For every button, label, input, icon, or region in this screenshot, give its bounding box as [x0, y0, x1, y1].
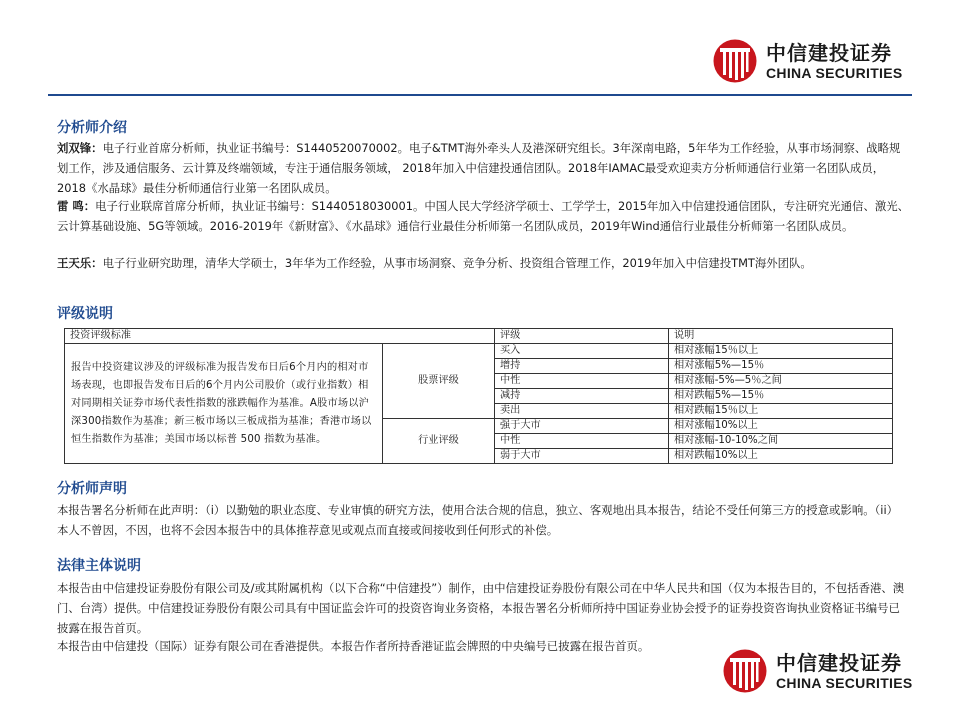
- rating-grade: 减持: [495, 389, 669, 404]
- rating-desc: 相对涨幅-5%—5％之间: [669, 374, 893, 389]
- stock-rating-label: 股票评级: [383, 344, 495, 419]
- rating-grade: 弱于大市: [495, 449, 669, 464]
- rating-grade: 中性: [495, 434, 669, 449]
- analyst-bio-1: [57, 138, 909, 198]
- rating-table: [64, 328, 893, 464]
- rating-grade: 增持: [495, 359, 669, 374]
- rating-desc: 相对涨幅15％以上: [669, 344, 893, 359]
- legal-paragraph-2: 本报告由中信建投（国际）证券有限公司在香港提供。本报告作者所持香港证监会牌照的中央编号已披露在报告首页。: [57, 639, 650, 653]
- rating-standard-description: 报告中投资建议涉及的评级标准为报告发布日后6个月内的相对市场表现，也即报告发布日后的6个月内公司股价（或行业指数）相对同期相关证券市场代表性指数的涨跌幅作为基准。A股市场以沪深300指数作为基准；新三板市场以三板成指为基准；香港市场以恒生指数作为基准；美国市场以标普 500 指数为基准。: [65, 344, 383, 464]
- industry-rating-label: 行业评级: [383, 419, 495, 464]
- rating-desc: 相对涨幅5%—15％: [669, 359, 893, 374]
- rating-desc: 相对跌幅10%以上: [669, 449, 893, 464]
- rating-desc: 相对涨幅10%以上: [669, 419, 893, 434]
- company-logo-footer: [722, 648, 913, 694]
- logo-emblem-icon: [712, 38, 758, 84]
- logo-cn-text: 中信建投证券: [776, 650, 902, 675]
- analyst-name-3: 王天乐：: [57, 256, 103, 270]
- rating-grade: 强于大市: [495, 419, 669, 434]
- analyst-text-3: 电子行业研究助理，清华大学硕士，3年华为工作经验，从事市场洞察、竞争分析、投资组合管理工作，2019年加入中信建投TMT海外团队。: [102, 256, 812, 270]
- analyst-bio-2: [57, 196, 909, 236]
- analyst-text-2: 电子行业联席首席分析师，执业证书编号：S1440518030001。中国人民大学经济学硕士、工学学士，2015年加入中信建投通信团队，专注研究光通信、激光、云计算基础设施、5G等领域。2016-2019年《新财富》、《水晶球》通信行业最佳分析师第一名团队成员，2019年Wind通信行业最佳分析师第一名团队成员。: [57, 199, 910, 233]
- logo-en-text: CHINA SECURITIES: [776, 674, 913, 691]
- rating-grade: 中性: [495, 374, 669, 389]
- analysts-title: 分析师介绍: [57, 120, 127, 136]
- rating-grade: 买入: [495, 344, 669, 359]
- rating-grade: 卖出: [495, 404, 669, 419]
- rating-header-standard: 投资评级标准: [65, 329, 495, 344]
- rating-header-row: [65, 329, 893, 344]
- analyst-name-1: 刘双锋：: [57, 141, 103, 155]
- rating-header-desc: 说明: [669, 329, 893, 344]
- analyst-bio-3: [57, 253, 909, 273]
- logo-cn-text: 中信建投证券: [766, 40, 892, 65]
- rating-header-grade: 评级: [495, 329, 669, 344]
- table-row: [65, 344, 893, 359]
- legal-title: 法律主体说明: [57, 558, 141, 574]
- rating-desc: 相对跌幅15％以上: [669, 404, 893, 419]
- analyst-text-1: 电子行业首席分析师，执业证书编号：S1440520070002。电子&TMT海外牵头人及港深研究组长。3年深南电路，5年华为工作经验，从事市场洞察、战略规划工作，涉及通信服务、云计算及终端领域，专注于通信服务领域， 2018年加入中信建投通信团队。2018年IAMAC最受欢迎卖方分析师通信行业第一名团队成员，2018《水晶球》最佳分析师通信行业第一名团队成员。: [57, 141, 901, 195]
- analyst-name-2: 雷 鸣：: [57, 199, 96, 213]
- logo-emblem-icon: [722, 648, 768, 694]
- rating-title: 评级说明: [57, 306, 113, 322]
- rating-desc: 相对跌幅5%—15％: [669, 389, 893, 404]
- statement-title: 分析师声明: [57, 481, 127, 497]
- legal-paragraph-1: 本报告由中信建投证券股份有限公司及/或其附属机构（以下合称“中信建投”）制作，由中信建投证券股份有限公司在中华人民共和国（仅为本报告目的，不包括香港、澳门、台湾）提供。中信建投证券股份有限公司具有中国证监会许可的投资咨询业务资格，本报告署名分析师所持中国证券业协会授予的证券投资咨询执业资格证书编号已披露在报告首页。: [57, 581, 905, 635]
- rating-desc: 相对涨幅-10-10%之间: [669, 434, 893, 449]
- statement-text: 本报告署名分析师在此声明：（i）以勤勉的职业态度、专业审慎的研究方法，使用合法合规的信息，独立、客观地出具本报告，结论不受任何第三方的授意或影响。（ii）本人不曾因，不因，也将不会因本报告中的具体推荐意见或观点而直接或间接收到任何形式的补偿。: [57, 503, 899, 537]
- header-divider: [48, 94, 912, 96]
- company-logo: [712, 38, 903, 84]
- logo-en-text: CHINA SECURITIES: [766, 64, 903, 81]
